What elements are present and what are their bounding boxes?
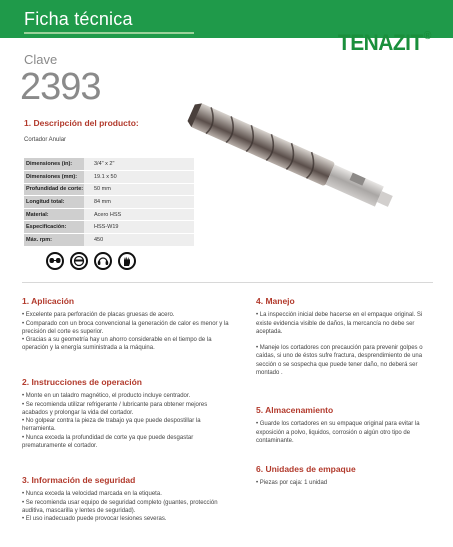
spec-key: Material:: [24, 208, 84, 221]
safety-section: [22, 476, 232, 523]
registered-mark: ®: [423, 30, 431, 42]
list-item: • Monte en un taladro magnético, el producto incluye centrador.: [22, 393, 191, 400]
spec-key: Dimensiones (mm):: [24, 171, 84, 184]
instructions-title: 2. Instrucciones de operación: [22, 377, 142, 387]
face-shield-icon: [70, 252, 88, 270]
spec-value: HSS-W19: [84, 221, 194, 234]
spec-value: 84 mm: [84, 196, 194, 209]
safety-icons: [46, 252, 136, 270]
list-item: • Gracias a su geometría hay un ahorro considerable en el tiempo de la operación y la energía suministrada a la máquina.: [22, 337, 212, 352]
spec-key: Dimensiones (in):: [24, 158, 84, 171]
spec-row: [24, 196, 194, 209]
description-title: 1. Descripción del producto:: [24, 118, 139, 128]
spec-row: [24, 208, 194, 221]
clave-label: Clave: [24, 52, 58, 67]
list-item: • Comparado con un broca convencional la generación de calor es menor y la precisión del corte es superior.: [22, 320, 229, 335]
spec-value: 19.1 x 50: [84, 171, 194, 184]
title-underline: [24, 32, 194, 34]
spec-row: [24, 158, 194, 171]
spec-row: [24, 171, 194, 184]
spec-value: Acero HSS: [84, 208, 194, 221]
brand-logo: [338, 30, 431, 56]
instructions-section: [22, 378, 232, 450]
spec-key: Longitud total:: [24, 196, 84, 209]
handling-title: 4. Manejo: [256, 296, 295, 306]
list-item: • Se recomienda utilizar refrigerante / lubricante para obtener mejores acabados y prolongar la vida del cortador.: [22, 401, 208, 416]
logo-text: TENAZIT: [337, 30, 423, 55]
spec-value: 3/4" x 2": [84, 158, 194, 171]
storage-title: 5. Almacenamiento: [256, 405, 334, 415]
section-divider: [22, 282, 433, 283]
gloves-icon: [118, 252, 136, 270]
list-item: • Nunca exceda la velocidad marcada en la etiqueta.: [22, 491, 162, 498]
handling-section: [256, 297, 432, 377]
spec-value: 450: [84, 234, 194, 247]
list-item: • Excelente para perforación de placas gruesas de acero.: [22, 312, 175, 319]
ear-protection-icon: [94, 252, 112, 270]
list-item: • Piezas por caja: 1 unidad: [256, 480, 328, 487]
application-title: 1. Aplicación: [22, 296, 75, 306]
spec-value: 50 mm: [84, 183, 194, 196]
packaging-section: [256, 465, 432, 488]
list-item: • No golpear contra la pieza de trabajo ya que puede despostillar la herramienta.: [22, 418, 201, 433]
packaging-title: 6. Unidades de empaque: [256, 464, 356, 474]
spec-row: [24, 221, 194, 234]
list-item: • Guarde los cortadores en su empaque original para evitar la exposición a polvo, liquidos, corrosión o algún otro tipo de contaminante.: [256, 421, 420, 444]
goggles-icon: [46, 252, 64, 270]
spec-row: [24, 234, 194, 247]
storage-section: [256, 406, 432, 445]
spec-key: Máx. rpm:: [24, 234, 84, 247]
spec-key: Profundidad de corte:: [24, 183, 84, 196]
description-text: Cortador Anular: [24, 137, 67, 143]
safety-title: 3. Información de seguridad: [22, 475, 136, 485]
application-section: [22, 297, 232, 353]
annular-cutter-image: [178, 82, 408, 232]
list-item: • El uso inadecuado puede provocar lesiones severas.: [22, 516, 167, 523]
list-item: • Nunca exceda la profundidad de corte ya que puede desgastar prematuramente el cortador.: [22, 434, 194, 450]
page-title: Ficha técnica: [24, 9, 133, 29]
list-item: • La inspección inicial debe hacerse en el empaque original. Si existe evidencia visible de daños, la mercancía no debe ser aceptada.: [256, 312, 423, 335]
spec-table: [24, 158, 194, 247]
spec-key: Especificación:: [24, 221, 84, 234]
list-item: • Maneje los cortadores con precaución para prevenir golpes o caídas, si uno de éstos sufre fractura, desprendimiento de una sección o se sospecha que puede tener daño, no deberá ser montado .: [256, 345, 423, 377]
list-item: • Se recomienda usar equipo de seguridad completo (guantes, protección auditiva, mascarilla y lentes de seguridad).: [22, 499, 218, 514]
spec-row: [24, 183, 194, 196]
clave-number: 2393: [20, 66, 101, 108]
